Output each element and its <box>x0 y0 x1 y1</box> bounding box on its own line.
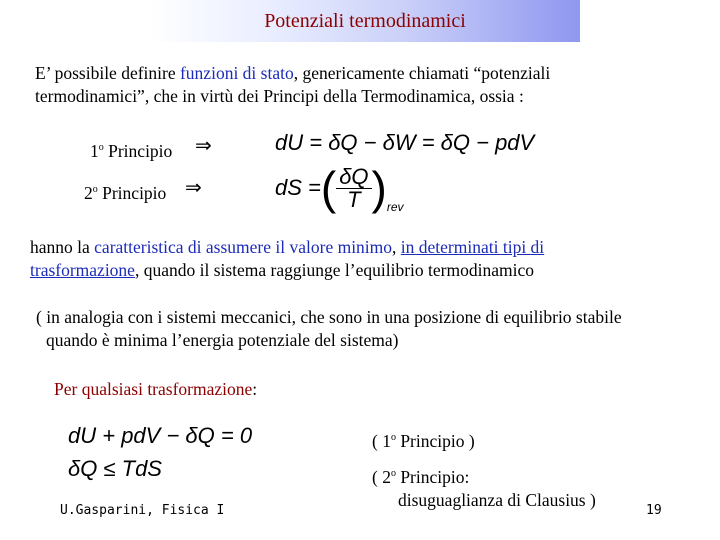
first-principle-equation: dU = δQ − δW = δQ − pdV <box>275 130 535 155</box>
reversible-subscript: rev <box>386 200 404 214</box>
first-principle-number: 1 <box>90 140 99 161</box>
second-principle-number: 2 <box>84 182 93 203</box>
clausius-note: disuguaglianza di Clausius ) <box>398 489 596 510</box>
intro-text-1: E’ possibile definire <box>35 63 180 83</box>
right-paren: ) <box>371 162 387 214</box>
second-note-sup: o <box>390 468 396 479</box>
first-principle-sup: o <box>98 142 104 153</box>
implies-arrow-icon: ⇒ <box>185 175 202 199</box>
characteristic-text-a: hanno la <box>30 237 95 257</box>
implies-arrow-icon: ⇒ <box>195 133 212 157</box>
first-note-rest: Principio ) <box>395 430 475 451</box>
first-principle-note <box>372 426 475 453</box>
transformation-term: trasformazione <box>30 260 135 280</box>
second-principle-label <box>84 178 166 205</box>
analogy-line-1: ( in analogia con i sistemi meccanici, che sono in una posizione di equilibrio stabile <box>36 307 622 327</box>
entropy-lhs: dS = <box>275 175 321 200</box>
transformation-types-term: in determinati tipi di <box>400 237 545 257</box>
fraction-numerator: δQ <box>336 166 371 189</box>
page-title: Potenziali termodinamici <box>264 9 466 32</box>
second-principle-note <box>372 462 596 512</box>
second-note-rest: Principio: <box>395 466 470 487</box>
title-banner <box>150 0 580 42</box>
first-principle-label <box>90 136 172 163</box>
fraction-denominator: T <box>347 186 361 212</box>
footer-author: U.Gasparini, Fisica I <box>60 503 225 518</box>
characteristic-text-f: , quando il sistema raggiunge l’equilibrio termodinamico <box>134 260 534 280</box>
first-note-text: ( 1 <box>372 430 391 451</box>
first-note-sup: o <box>390 432 396 443</box>
any-transformation-label: Per qualsiasi trasformazione <box>54 379 253 399</box>
intro-paragraph <box>35 62 695 108</box>
clausius-inequality-equation: δQ ≤ TdS <box>68 456 162 481</box>
minimum-value-term: caratteristica di assumere il valore minimo <box>94 237 393 257</box>
intro-text-4: termodinamici”, che in virtù dei Principi della Termodinamica, ossia : <box>35 86 524 106</box>
second-note-text: ( 2 <box>372 466 391 487</box>
energy-balance-equation: dU + pdV − δQ = 0 <box>68 423 253 448</box>
second-principle-equation <box>275 160 404 216</box>
heat-over-temperature-fraction <box>336 163 371 212</box>
characteristic-text-c: , <box>392 237 401 257</box>
second-principle-text: Principio <box>97 182 167 203</box>
any-transformation-heading <box>54 378 257 401</box>
second-principle-sup: o <box>92 184 98 195</box>
first-principle-text: Principio <box>103 140 173 161</box>
state-functions-term: funzioni di stato <box>179 63 294 83</box>
analogy-paragraph <box>36 306 720 352</box>
page-number: 19 <box>646 503 662 518</box>
any-transformation-colon: : <box>252 379 258 399</box>
characteristic-paragraph <box>30 236 670 282</box>
left-paren: ( <box>320 162 337 214</box>
intro-text-3: , genericamente chiamati “potenziali <box>293 63 551 83</box>
analogy-line-2: quando è minima l’energia potenziale del sistema) <box>46 330 399 350</box>
